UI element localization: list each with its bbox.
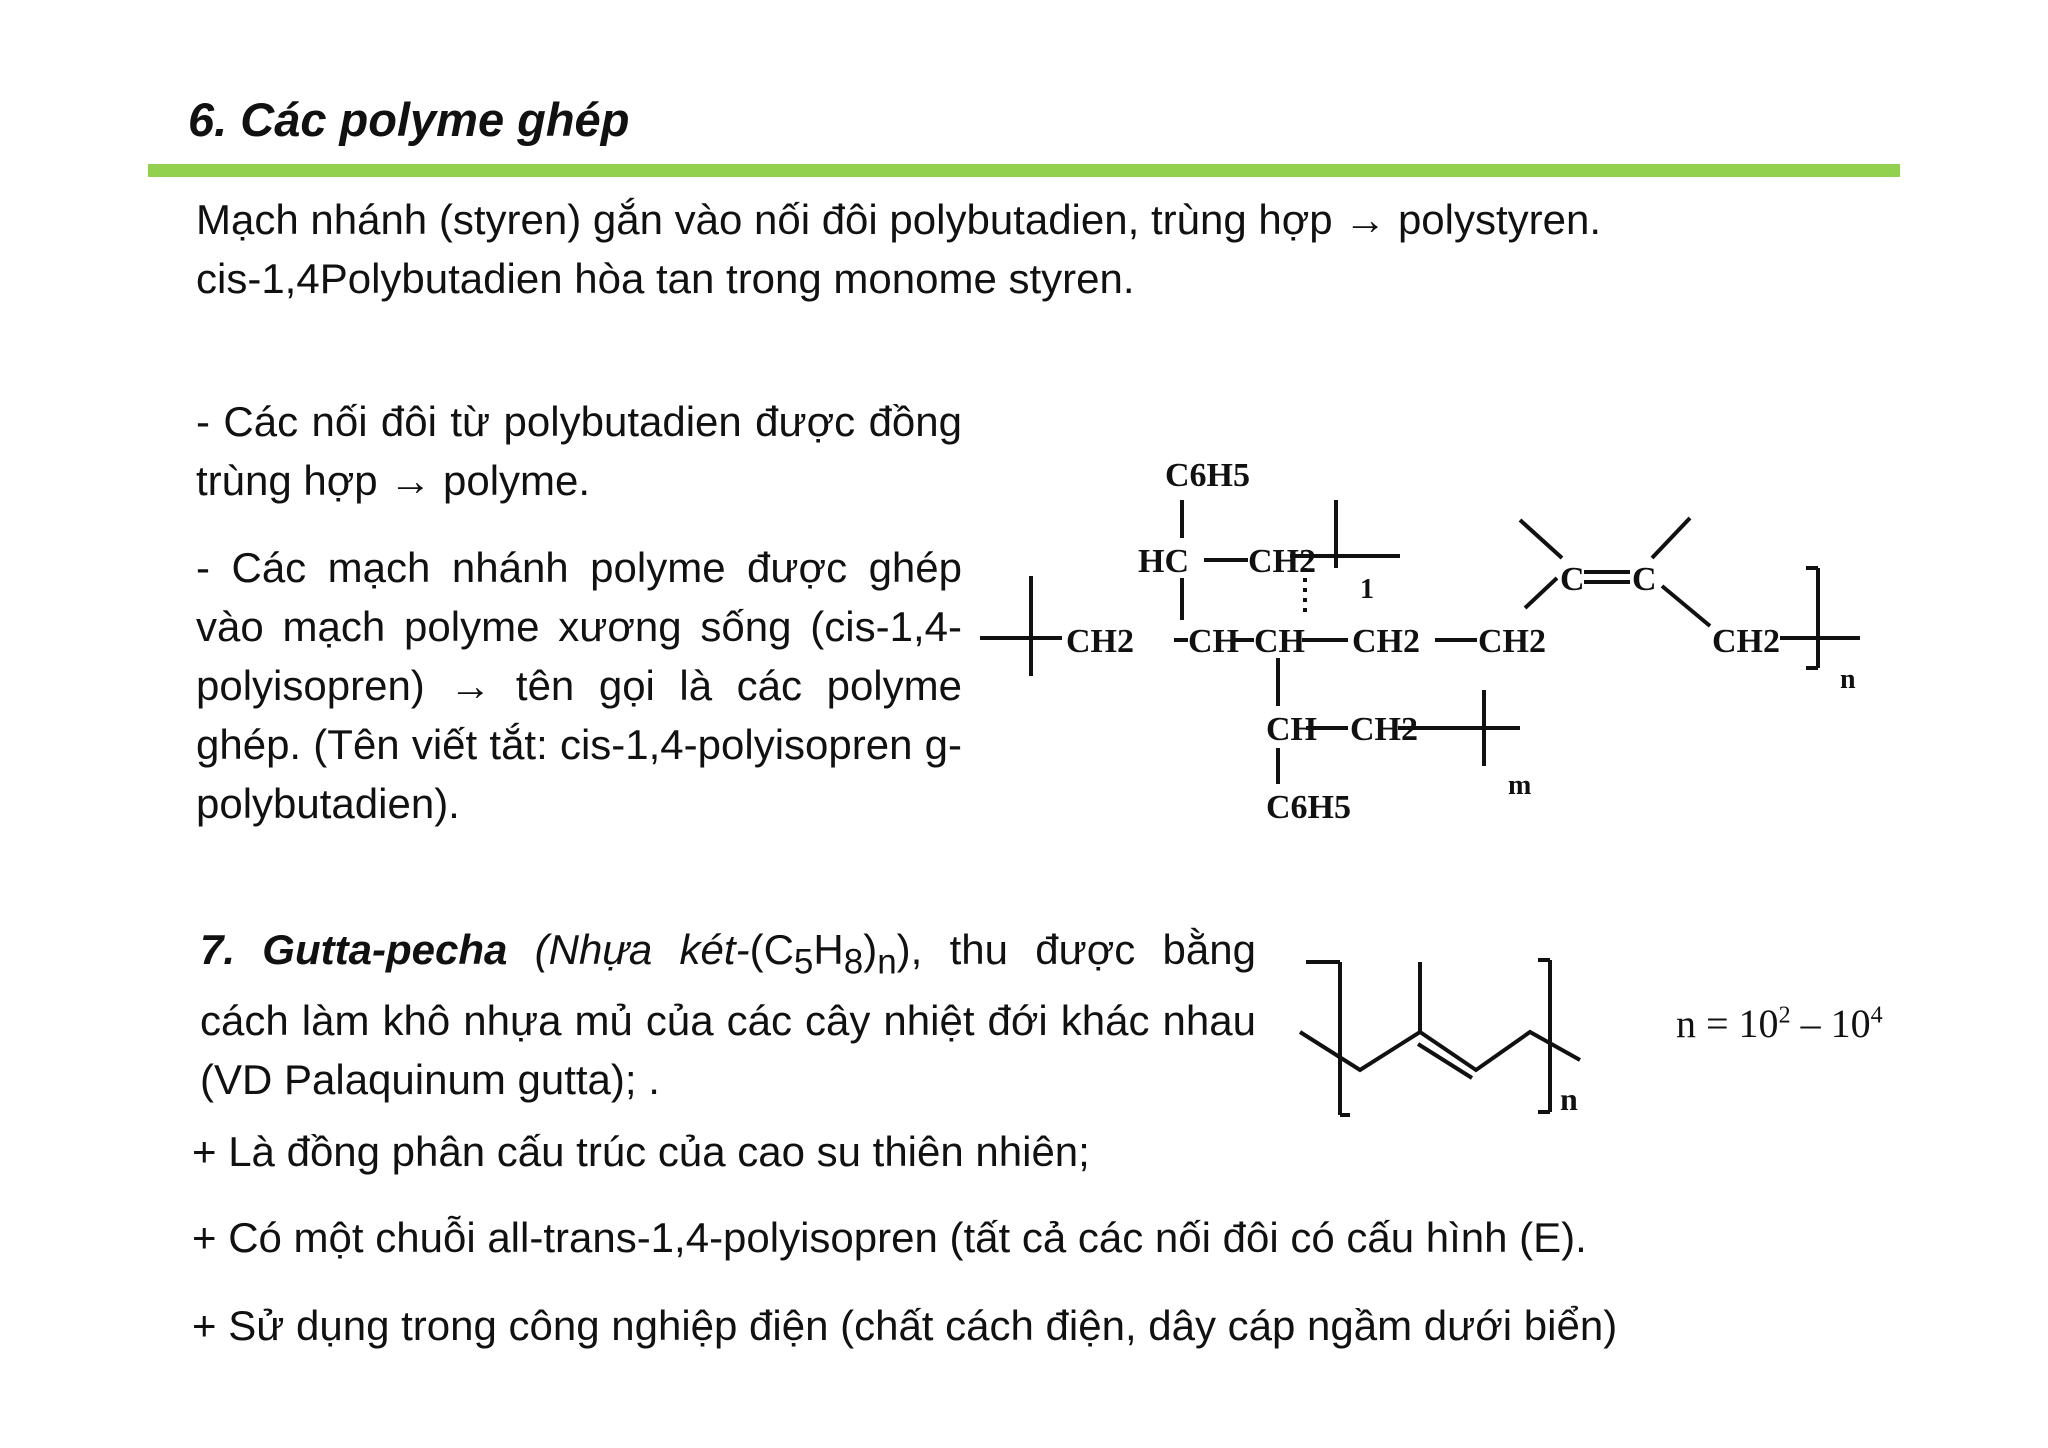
- formula-h-sub: 8: [843, 942, 864, 982]
- section-title: 6. Các polyme ghép: [188, 93, 630, 146]
- gutta-description: ), thu được bằng cách làm khô nhựa mủ của các cây nhiệt đới khác nhau (VD Palaquinum gutta); .: [200, 926, 1256, 1104]
- range-exp-low: 2: [1778, 1002, 1791, 1029]
- c-left-label: C: [1560, 561, 1585, 598]
- ch-a-label: CH: [1188, 623, 1239, 660]
- range-exp-high: 4: [1870, 1002, 1883, 1029]
- ch2-a-label: CH2: [1066, 623, 1134, 660]
- phenyl-top-label: C6H5: [1165, 457, 1250, 494]
- point-structural-isomer: + Là đồng phân cấu trúc của cao su thiên nhiên;: [192, 1128, 1090, 1175]
- subscript-1-label: 1: [1360, 574, 1374, 605]
- subscript-n-label: n: [1840, 664, 1856, 695]
- bullet-double-bonds: - Các nối đôi từ polybutadien được đồng trùng hợp → polyme.: [196, 398, 962, 504]
- ch-low-label: CH: [1266, 711, 1317, 748]
- hc-label: HC: [1138, 543, 1189, 580]
- point-all-trans: + Có một chuỗi all-trans-1,4-polyisopren (tất cả các nối đôi có cấu hình (E).: [192, 1214, 1587, 1261]
- title-underline: [148, 164, 1900, 177]
- intro-line-1: Mạch nhánh (styren) gắn vào nối đôi polybutadien, trùng hợp → polystyren.: [196, 196, 1602, 243]
- degree-of-polymerization: [1676, 1000, 1883, 1047]
- ch2-c-label: CH2: [1478, 623, 1546, 660]
- ch2-end-label: CH2: [1712, 623, 1780, 660]
- formula-h: H: [813, 926, 844, 973]
- intro-paragraph: [196, 190, 1956, 308]
- bullet-graft-polymer: - Các mạch nhánh polyme được ghép vào mạch polyme xương sống (cis-1,4-polyisopren) → tên gọi là các polyme ghép. (Tên viết tắt: cis-1,4-polyisopren g-polybutadien).: [196, 544, 962, 827]
- gutta-alias: (Nhựa két-: [534, 926, 750, 973]
- phenyl-bottom-label: C6H5: [1266, 789, 1351, 826]
- subscript-m-label: m: [1508, 770, 1532, 801]
- gutta-percha-paragraph: [200, 920, 1256, 1109]
- graft-copolymer-structure: [980, 448, 1870, 848]
- formula-close: ): [863, 926, 878, 973]
- subscript-n-label: n: [1560, 1081, 1578, 1117]
- ch2-branch-label: CH2: [1248, 543, 1316, 580]
- range-n: n = 10: [1676, 1001, 1779, 1046]
- c-right-label: C: [1632, 561, 1657, 598]
- point-electrical-use: + Sử dụng trong công nghiệp điện (chất cách điện, dây cáp ngầm dưới biển): [192, 1302, 1618, 1349]
- gutta-title: 7. Gutta-pecha: [200, 926, 508, 973]
- polyisoprene-structure: [1290, 950, 1600, 1130]
- range-dash: – 10: [1790, 1001, 1871, 1046]
- formula-c-sub: 5: [793, 942, 814, 982]
- formula-c: (C: [749, 926, 794, 973]
- intro-line-2: cis-1,4Polybutadien hòa tan trong monome styren.: [196, 255, 1135, 302]
- ch2-b-label: CH2: [1352, 623, 1420, 660]
- formula-n-sub: n: [877, 942, 897, 982]
- ch-b-label: CH: [1254, 623, 1305, 660]
- ch2-low-label: CH2: [1350, 711, 1418, 748]
